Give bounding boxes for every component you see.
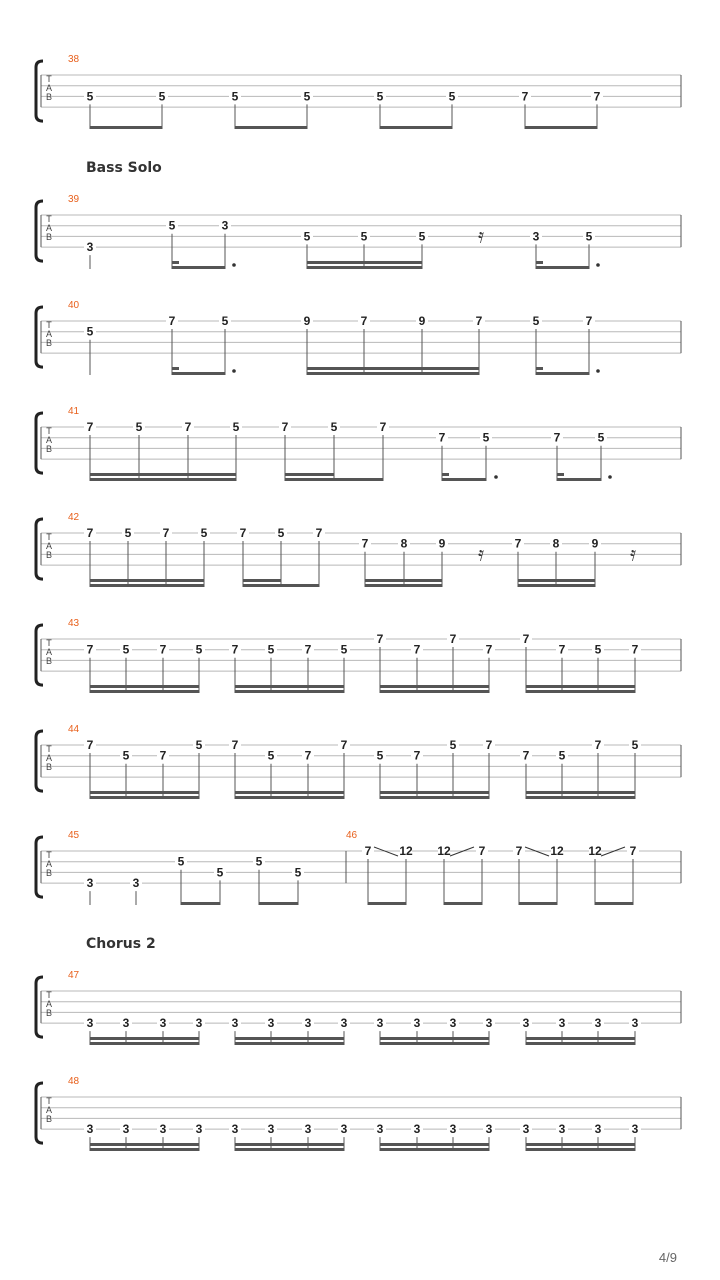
fret-number: 7 — [86, 642, 94, 657]
fret-number: 7 — [558, 642, 566, 657]
beam-secondary — [90, 1037, 199, 1040]
rhythm-dot — [232, 263, 236, 267]
measure-number: 44 — [68, 724, 80, 735]
fret-number: 3 — [340, 1122, 348, 1137]
tab-clef-letter: B — [45, 550, 53, 560]
beam-secondary — [90, 1143, 199, 1146]
tab-clef-letter: B — [45, 338, 53, 348]
fret-number: 5 — [135, 420, 143, 434]
beam-secondary — [526, 685, 635, 688]
tab-clef-letter: B — [45, 1008, 53, 1018]
fret-number: 5 — [448, 89, 456, 104]
fret-number: 3 — [413, 1122, 421, 1137]
fret-number: 7 — [449, 632, 457, 646]
fret-number: 3 — [267, 1016, 275, 1031]
beam — [525, 126, 597, 129]
fret-number: 5 — [255, 854, 263, 869]
beam-secondary — [235, 1143, 344, 1146]
beam-secondary — [235, 685, 344, 688]
beam-secondary — [90, 791, 199, 794]
beam — [243, 584, 319, 587]
tab-clef-letter: T — [46, 214, 52, 224]
fret-number: 3 — [195, 1122, 203, 1137]
fret-number: 7 — [86, 526, 94, 540]
measure-number: 39 — [68, 194, 80, 205]
fret-number: 5 — [277, 526, 285, 540]
tab-clef-letter: T — [46, 638, 52, 648]
system-bracket — [36, 201, 43, 261]
beam-partial — [442, 473, 449, 476]
beam — [181, 902, 220, 905]
fret-number: 3 — [522, 1122, 530, 1137]
fret-number: 3 — [558, 1122, 566, 1137]
fret-number: 5 — [585, 229, 593, 244]
beam-partial — [172, 261, 179, 264]
beam — [519, 902, 557, 905]
tab-clef-letter: A — [45, 223, 53, 233]
beam — [235, 1148, 344, 1151]
beam — [380, 1148, 489, 1151]
rest-symbol: 𝄿 — [629, 543, 637, 566]
fret-number: 5 — [558, 748, 566, 763]
fret-number: 5 — [158, 89, 166, 104]
beam — [518, 584, 595, 587]
beam — [380, 690, 489, 693]
fret-number: 3 — [267, 1122, 275, 1137]
fret-number: 5 — [532, 314, 540, 328]
fret-number: 7 — [413, 748, 421, 763]
fret-number: 5 — [221, 314, 229, 328]
fret-number: 5 — [231, 89, 239, 104]
fret-number: 3 — [122, 1016, 130, 1031]
beam — [380, 126, 452, 129]
fret-number: 3 — [132, 876, 140, 891]
tab-clef-letter: B — [45, 92, 53, 102]
fret-number: 5 — [124, 526, 132, 540]
fret-number: 5 — [597, 430, 605, 445]
fret-number: 3 — [485, 1122, 493, 1137]
tab-clef-letter: A — [45, 329, 53, 339]
fret-number: 7 — [340, 738, 348, 752]
tab-clef-letter: B — [45, 762, 53, 772]
measure-number: 42 — [68, 512, 80, 523]
measure-number: 46 — [346, 830, 358, 841]
fret-number: 3 — [631, 1122, 639, 1137]
system-bracket — [36, 413, 43, 473]
fret-number: 5 — [122, 642, 130, 657]
beam — [307, 266, 422, 269]
beam-secondary — [526, 791, 635, 794]
beam — [444, 902, 482, 905]
fret-number: 7 — [86, 738, 94, 752]
fret-number: 3 — [86, 876, 94, 891]
measure-number: 48 — [68, 1076, 80, 1087]
beam-partial — [536, 261, 543, 264]
beam — [380, 796, 489, 799]
tab-clef-letter: A — [45, 435, 53, 445]
fret-number: 7 — [478, 844, 486, 858]
fret-number: 5 — [195, 738, 203, 752]
fret-number: 5 — [267, 642, 275, 657]
tab-clef-letter: B — [45, 868, 53, 878]
system-bracket — [36, 1083, 43, 1143]
fret-number: 7 — [553, 430, 561, 445]
fret-number: 7 — [184, 420, 192, 434]
fret-number: 3 — [221, 218, 229, 233]
beam — [90, 1042, 199, 1045]
fret-number: 7 — [514, 536, 522, 551]
fret-number: 7 — [239, 526, 247, 540]
fret-number: 9 — [438, 536, 446, 551]
beam — [526, 796, 635, 799]
fret-number: 5 — [376, 89, 384, 104]
fret-number: 3 — [231, 1122, 239, 1137]
fret-number: 3 — [449, 1122, 457, 1137]
fret-number: 5 — [200, 526, 208, 540]
beam-secondary — [365, 579, 442, 582]
fret-number: 7 — [521, 89, 529, 104]
fret-number: 7 — [168, 314, 176, 328]
fret-number: 7 — [515, 844, 523, 858]
fret-number: 3 — [594, 1016, 602, 1031]
beam — [365, 584, 442, 587]
fret-number: 5 — [418, 229, 426, 244]
fret-number: 3 — [86, 1016, 94, 1031]
tab-clef-letter: T — [46, 532, 52, 542]
fret-number: 5 — [216, 865, 224, 880]
fret-number: 7 — [485, 642, 493, 657]
fret-number: 5 — [168, 218, 176, 233]
fret-number: 5 — [449, 738, 457, 752]
beam-partial — [536, 367, 543, 370]
fret-number: 12 — [550, 844, 564, 858]
rhythm-dot — [494, 475, 498, 479]
tab-clef-letter: B — [45, 656, 53, 666]
beam — [90, 584, 204, 587]
fret-number: 5 — [86, 324, 94, 339]
beam — [285, 478, 383, 481]
system-bracket — [36, 731, 43, 791]
tab-clef-letter: B — [45, 444, 53, 454]
fret-number: 7 — [360, 314, 368, 328]
tab-clef-letter: T — [46, 1096, 52, 1106]
fret-number: 3 — [195, 1016, 203, 1031]
beam-secondary — [380, 685, 489, 688]
beam — [235, 796, 344, 799]
fret-number: 12 — [588, 844, 602, 858]
fret-number: 7 — [162, 526, 170, 540]
measure-number: 40 — [68, 300, 80, 311]
fret-number: 3 — [485, 1016, 493, 1031]
system-bracket — [36, 977, 43, 1037]
tab-clef-letter: B — [45, 1114, 53, 1124]
beam-secondary — [526, 1037, 635, 1040]
fret-number: 5 — [267, 748, 275, 763]
tab-clef-letter: T — [46, 744, 52, 754]
fret-number: 3 — [340, 1016, 348, 1031]
tab-clef-letter: A — [45, 541, 53, 551]
tab-clef-letter: A — [45, 999, 53, 1009]
fret-number: 7 — [585, 314, 593, 328]
fret-number: 3 — [304, 1122, 312, 1137]
beam — [90, 796, 199, 799]
beam-secondary — [380, 1143, 489, 1146]
fret-number: 7 — [159, 642, 167, 657]
tab-clef-letter: T — [46, 990, 52, 1000]
beam-secondary — [380, 791, 489, 794]
fret-number: 7 — [413, 642, 421, 657]
fret-number: 7 — [304, 748, 312, 763]
fret-number: 7 — [364, 844, 372, 858]
fret-number: 7 — [304, 642, 312, 657]
fret-number: 7 — [594, 738, 602, 752]
fret-number: 12 — [437, 844, 451, 858]
measure-number: 38 — [68, 54, 80, 65]
fret-number: 5 — [294, 865, 302, 880]
fret-number: 7 — [522, 632, 530, 646]
fret-number: 7 — [159, 748, 167, 763]
beam — [90, 478, 236, 481]
fret-number: 5 — [303, 229, 311, 244]
fret-number: 8 — [552, 536, 560, 551]
fret-number: 7 — [379, 420, 387, 434]
fret-number: 7 — [86, 420, 94, 434]
tab-clef-letter: T — [46, 320, 52, 330]
beam-partial — [557, 473, 564, 476]
system-bracket — [36, 61, 43, 121]
tab-clef-letter: T — [46, 74, 52, 84]
fret-number: 5 — [330, 420, 338, 434]
beam — [536, 266, 589, 269]
fret-number: 5 — [594, 642, 602, 657]
system-bracket — [36, 307, 43, 367]
fret-number: 3 — [594, 1122, 602, 1137]
fret-number: 7 — [281, 420, 289, 434]
fret-number: 7 — [315, 526, 323, 540]
fret-number: 5 — [631, 738, 639, 752]
beam — [557, 478, 601, 481]
beam — [90, 1148, 199, 1151]
fret-number: 3 — [376, 1016, 384, 1031]
beam — [536, 372, 589, 375]
fret-number: 5 — [303, 89, 311, 104]
system-bracket — [36, 837, 43, 897]
fret-number: 5 — [177, 854, 185, 869]
beam-secondary — [526, 1143, 635, 1146]
beam-secondary — [285, 473, 334, 476]
measure-number: 43 — [68, 618, 80, 629]
tab-clef-letter: T — [46, 426, 52, 436]
rest-symbol: 𝄿 — [477, 543, 485, 566]
beam — [526, 1148, 635, 1151]
beam-secondary — [235, 791, 344, 794]
beam — [235, 690, 344, 693]
beam — [307, 372, 479, 375]
tab-clef-letter: B — [45, 232, 53, 242]
beam — [90, 690, 199, 693]
tab-clef-letter: A — [45, 647, 53, 657]
system-bracket — [36, 519, 43, 579]
fret-number: 7 — [522, 748, 530, 763]
beam — [235, 1042, 344, 1045]
beam — [368, 902, 406, 905]
beam — [442, 478, 486, 481]
fret-number: 3 — [631, 1016, 639, 1031]
fret-number: 12 — [399, 844, 413, 858]
fret-number: 3 — [449, 1016, 457, 1031]
fret-number: 9 — [303, 314, 311, 328]
rhythm-dot — [232, 369, 236, 373]
fret-number: 3 — [231, 1016, 239, 1031]
fret-number: 7 — [593, 89, 601, 104]
beam-secondary — [307, 367, 479, 370]
rhythm-dot — [596, 369, 600, 373]
beam-secondary — [90, 685, 199, 688]
fret-number: 5 — [340, 642, 348, 657]
fret-number: 7 — [631, 642, 639, 657]
fret-number: 7 — [376, 632, 384, 646]
fret-number: 9 — [591, 536, 599, 551]
fret-number: 5 — [232, 420, 240, 434]
beam — [172, 372, 225, 375]
fret-number: 3 — [122, 1122, 130, 1137]
fret-number: 3 — [522, 1016, 530, 1031]
fret-number: 7 — [231, 642, 239, 657]
measure-number: 41 — [68, 406, 80, 417]
fret-number: 3 — [558, 1016, 566, 1031]
fret-number: 7 — [361, 536, 369, 551]
fret-number: 5 — [86, 89, 94, 104]
rhythm-dot — [608, 475, 612, 479]
fret-number: 3 — [376, 1122, 384, 1137]
rhythm-dot — [596, 263, 600, 267]
beam — [90, 126, 162, 129]
fret-number: 7 — [475, 314, 483, 328]
beam — [526, 690, 635, 693]
beam-secondary — [380, 1037, 489, 1040]
fret-number: 3 — [86, 1122, 94, 1137]
beam — [595, 902, 633, 905]
measure-number: 45 — [68, 830, 80, 841]
section-label-bass-solo: Bass Solo — [86, 160, 162, 176]
fret-number: 7 — [485, 738, 493, 752]
beam-secondary — [307, 261, 422, 264]
fret-number: 3 — [159, 1122, 167, 1137]
fret-number: 3 — [413, 1016, 421, 1031]
fret-number: 8 — [400, 536, 408, 551]
beam — [235, 126, 307, 129]
beam — [172, 266, 225, 269]
page-number: 4/9 — [658, 1250, 677, 1265]
fret-number: 3 — [86, 240, 94, 255]
tab-clef-letter: A — [45, 83, 53, 93]
tab-clef-letter: T — [46, 850, 52, 860]
fret-number: 7 — [629, 844, 637, 858]
section-label-chorus-2: Chorus 2 — [86, 936, 156, 952]
fret-number: 3 — [304, 1016, 312, 1031]
fret-number: 3 — [532, 229, 540, 244]
beam-secondary — [243, 579, 281, 582]
system-bracket — [36, 625, 43, 685]
fret-number: 5 — [122, 748, 130, 763]
beam — [380, 1042, 489, 1045]
measure-number: 47 — [68, 970, 80, 981]
fret-number: 9 — [418, 314, 426, 328]
beam — [526, 1042, 635, 1045]
beam-secondary — [90, 579, 204, 582]
fret-number: 7 — [438, 430, 446, 445]
fret-number: 5 — [360, 229, 368, 244]
fret-number: 5 — [195, 642, 203, 657]
fret-number: 7 — [231, 738, 239, 752]
tab-clef-letter: A — [45, 753, 53, 763]
fret-number: 5 — [482, 430, 490, 445]
beam — [259, 902, 298, 905]
beam-secondary — [90, 473, 236, 476]
beam-partial — [172, 367, 179, 370]
tab-clef-letter: A — [45, 1105, 53, 1115]
tab-clef-letter: A — [45, 859, 53, 869]
beam-secondary — [235, 1037, 344, 1040]
fret-number: 3 — [159, 1016, 167, 1031]
fret-number: 5 — [376, 748, 384, 763]
rest-symbol: 𝄿 — [477, 225, 485, 248]
beam-secondary — [518, 579, 595, 582]
